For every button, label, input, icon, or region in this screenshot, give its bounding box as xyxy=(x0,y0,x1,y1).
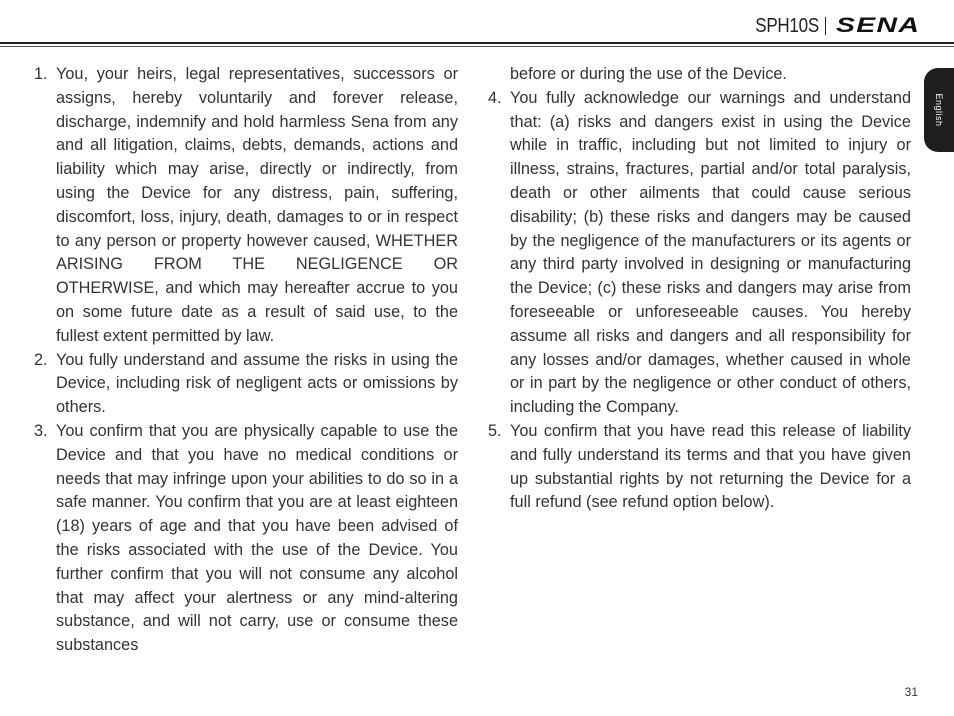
list-item-3 xyxy=(34,420,458,658)
list-number: 5. xyxy=(488,421,502,440)
list-number: 3. xyxy=(34,421,48,440)
list-item-4 xyxy=(488,87,911,420)
right-column xyxy=(488,63,911,515)
list-item-5 xyxy=(488,420,911,515)
model-name: SPH10S xyxy=(754,14,819,37)
page-header xyxy=(744,14,920,38)
list-number: 1. xyxy=(34,65,48,83)
list-text: You fully understand and assume the risks in using the Device, including risk of negligent acts or omissions by others. xyxy=(56,350,458,417)
list-number: 2. xyxy=(34,350,48,369)
list-text: You, your heirs, legal representatives, successors or assigns, hereby voluntarily and forever release, discharge, indemnify and hold harmless Sena from any and all litigation, claims, debts, demands, actions and liability which may arise, directly or indirectly, from using the Device for any distress, pain, suffering, discomfort, loss, injury, death, damages to or in respect to any person or property however caused, WHETHER ARISING FROM THE NEGLIGENCE OR OTHERWISE, and which may hereafter accrue to you on some future date as a result of said use, to the fullest extent permitted by law. xyxy=(56,65,458,345)
header-rule xyxy=(0,42,954,44)
language-tab xyxy=(924,68,954,152)
list-item-3-continuation: before or during the use of the Device. xyxy=(510,65,787,83)
header-rule-thin xyxy=(0,46,954,47)
list-item-2 xyxy=(34,349,458,420)
list-text: You confirm that you are physically capable to use the Device and that you have no medical conditions or needs that may infringe upon your abilities to do so in a safe manner. You confirm that you are at least eighteen (18) years of age and that you have been advised of the risks associated with the use of the Device. You further confirm that you will not consume any alcohol that may affect your alertness or any mind-altering substance, and will not carry, use or consume these substances xyxy=(56,421,458,655)
list-text: You confirm that you have read this release of liability and fully understand its terms and that you have given up substantial rights by not returning the Device for a full refund (see refund option below). xyxy=(510,421,911,512)
header-separator xyxy=(825,17,826,35)
list-item-1 xyxy=(34,63,458,349)
list-number: 4. xyxy=(488,88,502,107)
brand-logo: SENA xyxy=(835,14,920,37)
left-column xyxy=(34,63,458,658)
list-text: You fully acknowledge our warnings and understand that: (a) risks and dangers exist in using the Device while in traffic, including but not limited to injury or illness, strains, fractures, partial and/or total paralysis, death or other ailments that could cause serious disability; (b) these risks and dangers may be caused by the negligence of the manufacturers or its agents or any third party involved in designing or manufacturing the Device; (c) these risks and dangers may arise from foreseeable or unforeseeable causes. You hereby assume all risks and dangers and all responsibility for any losses and/or damages, whether caused in whole or in part by the negligence or other conduct of others, including the Company. xyxy=(510,88,911,417)
language-tab-label: English xyxy=(934,93,944,127)
page-number: 31 xyxy=(904,685,918,699)
